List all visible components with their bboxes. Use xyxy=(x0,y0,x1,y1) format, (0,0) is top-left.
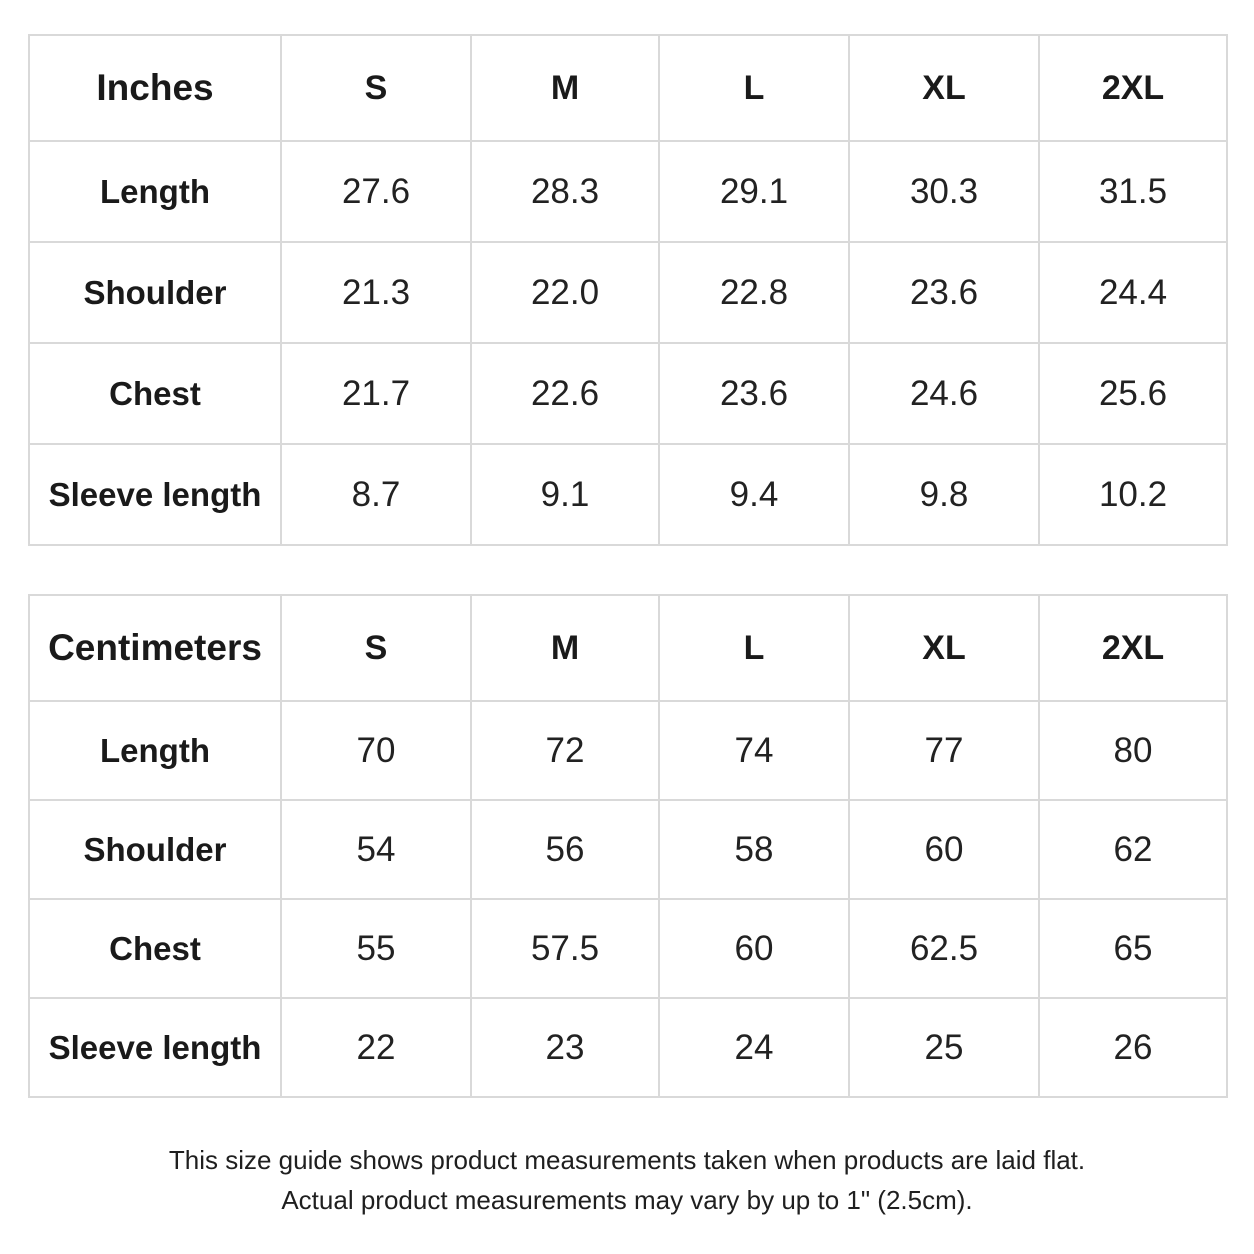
measurement-value: 56 xyxy=(471,800,659,899)
measurement-value: 27.6 xyxy=(281,141,471,242)
size-header: 2XL xyxy=(1039,35,1227,141)
size-header: S xyxy=(281,35,471,141)
measurement-value: 80 xyxy=(1039,701,1227,800)
table-row xyxy=(29,998,1227,1097)
measurement-value: 30.3 xyxy=(849,141,1039,242)
size-header: XL xyxy=(849,35,1039,141)
measurement-value: 29.1 xyxy=(659,141,849,242)
measurement-value: 60 xyxy=(849,800,1039,899)
measurement-value: 21.7 xyxy=(281,343,471,444)
unit-label: Centimeters xyxy=(29,595,281,701)
measurement-label: Shoulder xyxy=(29,800,281,899)
measurement-value: 54 xyxy=(281,800,471,899)
table-row xyxy=(29,701,1227,800)
measurement-value: 65 xyxy=(1039,899,1227,998)
measurement-value: 9.4 xyxy=(659,444,849,545)
unit-label: Inches xyxy=(29,35,281,141)
measurement-value: 8.7 xyxy=(281,444,471,545)
measurement-value: 24 xyxy=(659,998,849,1097)
table-row xyxy=(29,444,1227,545)
size-guide-footnote xyxy=(0,1140,1254,1220)
measurement-label: Length xyxy=(29,141,281,242)
measurement-value: 21.3 xyxy=(281,242,471,343)
measurement-value: 70 xyxy=(281,701,471,800)
footnote-line: This size guide shows product measurements taken when products are laid flat. xyxy=(168,1145,1086,1175)
measurement-value: 31.5 xyxy=(1039,141,1227,242)
table-row xyxy=(29,899,1227,998)
table-row xyxy=(29,800,1227,899)
centimeters-size-table xyxy=(28,594,1228,1098)
measurement-value: 72 xyxy=(471,701,659,800)
measurement-value: 23.6 xyxy=(849,242,1039,343)
footnote-line: Actual product measurements may vary by up to 1" (2.5cm). xyxy=(281,1185,973,1215)
measurement-value: 23.6 xyxy=(659,343,849,444)
measurement-value: 60 xyxy=(659,899,849,998)
measurement-value: 9.8 xyxy=(849,444,1039,545)
size-header: XL xyxy=(849,595,1039,701)
measurement-value: 23 xyxy=(471,998,659,1097)
table-row xyxy=(29,141,1227,242)
measurement-value: 26 xyxy=(1039,998,1227,1097)
measurement-label: Sleeve length xyxy=(29,444,281,545)
size-header: 2XL xyxy=(1039,595,1227,701)
measurement-value: 74 xyxy=(659,701,849,800)
measurement-value: 10.2 xyxy=(1039,444,1227,545)
table-header-row xyxy=(29,35,1227,141)
table-header-row xyxy=(29,595,1227,701)
size-header: L xyxy=(659,595,849,701)
measurement-value: 24.6 xyxy=(849,343,1039,444)
measurement-label: Chest xyxy=(29,343,281,444)
table-row xyxy=(29,343,1227,444)
measurement-value: 25 xyxy=(849,998,1039,1097)
inches-size-table xyxy=(28,34,1228,546)
size-header: M xyxy=(471,35,659,141)
measurement-value: 22 xyxy=(281,998,471,1097)
measurement-label: Sleeve length xyxy=(29,998,281,1097)
measurement-value: 77 xyxy=(849,701,1039,800)
measurement-value: 58 xyxy=(659,800,849,899)
measurement-value: 22.6 xyxy=(471,343,659,444)
measurement-label: Length xyxy=(29,701,281,800)
measurement-label: Chest xyxy=(29,899,281,998)
measurement-value: 24.4 xyxy=(1039,242,1227,343)
size-header: M xyxy=(471,595,659,701)
size-header: S xyxy=(281,595,471,701)
measurement-label: Shoulder xyxy=(29,242,281,343)
measurement-value: 55 xyxy=(281,899,471,998)
table-row xyxy=(29,242,1227,343)
measurement-value: 9.1 xyxy=(471,444,659,545)
size-header: L xyxy=(659,35,849,141)
measurement-value: 25.6 xyxy=(1039,343,1227,444)
measurement-value: 28.3 xyxy=(471,141,659,242)
measurement-value: 62 xyxy=(1039,800,1227,899)
measurement-value: 62.5 xyxy=(849,899,1039,998)
measurement-value: 22.0 xyxy=(471,242,659,343)
measurement-value: 22.8 xyxy=(659,242,849,343)
measurement-value: 57.5 xyxy=(471,899,659,998)
